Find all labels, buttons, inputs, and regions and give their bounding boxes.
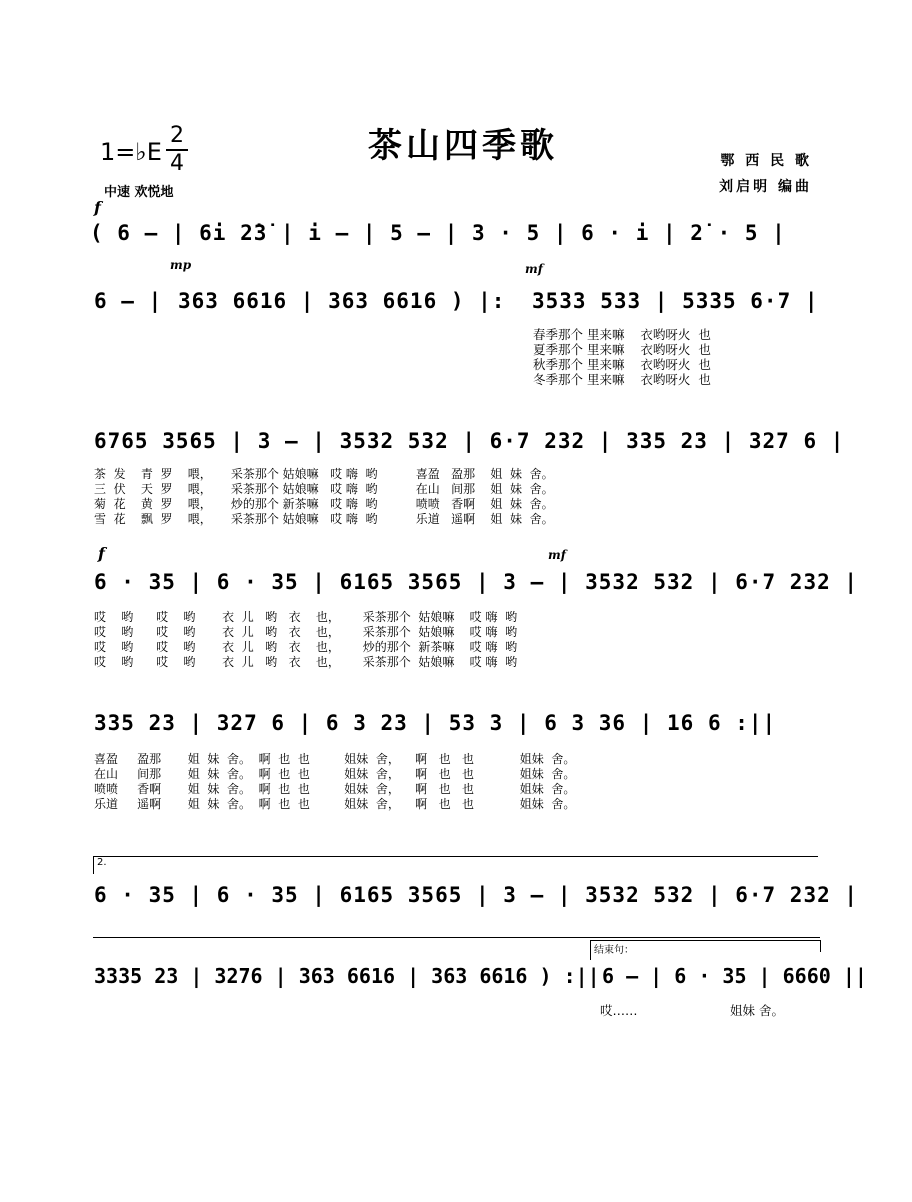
- key-signature: 1=♭E: [100, 138, 162, 166]
- song-title: 茶山四季歌: [368, 126, 558, 166]
- ending-lyric-sister: 姐妹 舍。: [730, 1003, 784, 1018]
- time-signature-bottom: 4: [170, 151, 184, 176]
- notation-line-7-coda: 6 — | 6 · 35 | 6660 ||: [602, 964, 867, 988]
- arranger-credit: 刘启明 编曲: [719, 179, 812, 195]
- coda-bracket-end: [820, 940, 821, 952]
- section-divider: [93, 937, 820, 938]
- notation-line-4: 6 · 35 | 6 · 35 | 6165 3565 | 3 — | 3532 532 | 6·7 232 |: [94, 570, 859, 594]
- volta-bracket: [93, 856, 818, 857]
- dynamic-mf-1: mf: [525, 262, 543, 276]
- coda-bracket-hook: [590, 940, 591, 960]
- notation-line-2-ornament: 363 6616 | 363 6616 ) |:: [178, 289, 506, 313]
- lyrics-block-4: 喜盈 盈那 姐 妹 舍。 啊 也 也 姐妹 舍， 啊 也 也 姐妹 舍。 在山 间那 姐 妹 舍。 啊 也 也 姐妹 舍， 啊 也 也 姐妹 舍。 喷喷 香啊 姐 妹 舍。 啊 也 也 姐妹 舍， 啊 也 也 姐妹 舍。 乐道 遥啊 姐 妹 舍。 啊 也 也 姐妹 舍， 啊 也 也 姐妹 舍。: [94, 752, 576, 811]
- time-signature-top: 2: [170, 123, 184, 148]
- lyrics-block-2: 茶 发 青 罗 喂， 采茶那个 姑娘嘛 哎 嗨 哟 喜盈 盈那 姐 妹 舍。 三 伏 天 罗 喂， 采茶那个 姑娘嘛 哎 嗨 哟 在山 间那 姐 妹 舍。 菊 花 黄 罗 喂， 炒的那个 新茶嘛 哎 嗨 哟 喷喷 香啊 姐 妹 舍。 雪 花 飘 罗 喂， 采茶那个 姑娘嘛 哎 嗨 哟 乐道 遥啊 姐 妹 舍。: [94, 467, 554, 526]
- dynamic-mf-2: mf: [548, 548, 566, 562]
- origin-credit: 鄂 西 民 歌: [720, 153, 812, 169]
- notation-line-1: ( 6 — | 6i 2̇3̇ | i — | 5 — | 3 · 5 | 6 · i | 2̇ · 5 |: [90, 221, 786, 245]
- notation-line-2-intro: 6 — |: [94, 289, 163, 313]
- dynamic-f-1: f: [94, 198, 101, 217]
- volta-bracket-hook: [93, 856, 94, 874]
- lyrics-block-3: 哎 哟 哎 哟 衣 儿 哟 衣 也， 采茶那个 姑娘嘛 哎 嗨 哟 哎 哟 哎 哟 衣 儿 哟 衣 也， 采茶那个 姑娘嘛 哎 嗨 哟 哎 哟 哎 哟 衣 儿 哟 衣 也， 炒的那个 新茶嘛 哎 嗨 哟 哎 哟 哎 哟 衣 儿 哟 衣 也， 采茶那个 姑娘嘛 哎 嗨 哟: [94, 610, 518, 669]
- ending-lyric-hai: 哎……: [600, 1003, 638, 1018]
- notation-line-2-verse: 3533 533 | 5335 6·7 |: [532, 289, 819, 313]
- time-signature: [166, 124, 188, 176]
- tempo-marking: 中速 欢悦地: [104, 185, 174, 200]
- dynamic-mp: mp: [170, 258, 192, 272]
- dynamic-f-2: f: [98, 544, 105, 563]
- notation-line-5: 335 23 | 327 6 | 6 3 23 | 53 3 | 6 3 36 | 16 6 :||: [94, 711, 777, 735]
- notation-line-7-ornament: 3335 23 | 3276 | 363 6616 | 363 6616 ) :||: [94, 964, 600, 988]
- notation-line-6: 6 · 35 | 6 · 35 | 6165 3565 | 3 — | 3532 532 | 6·7 232 |: [94, 883, 859, 907]
- lyrics-block-1: 春季那个 里来嘛 衣哟呀火 也 夏季那个 里来嘛 衣哟呀火 也 秋季那个 里来嘛 衣哟呀火 也 冬季那个 里来嘛 衣哟呀火 也: [533, 327, 711, 387]
- coda-label: 结束句：: [594, 945, 634, 956]
- notation-line-3: 6765 3565 | 3 — | 3532 532 | 6·7 232 | 335 23 | 327 6 |: [94, 429, 845, 453]
- volta-label: 2.: [97, 857, 107, 868]
